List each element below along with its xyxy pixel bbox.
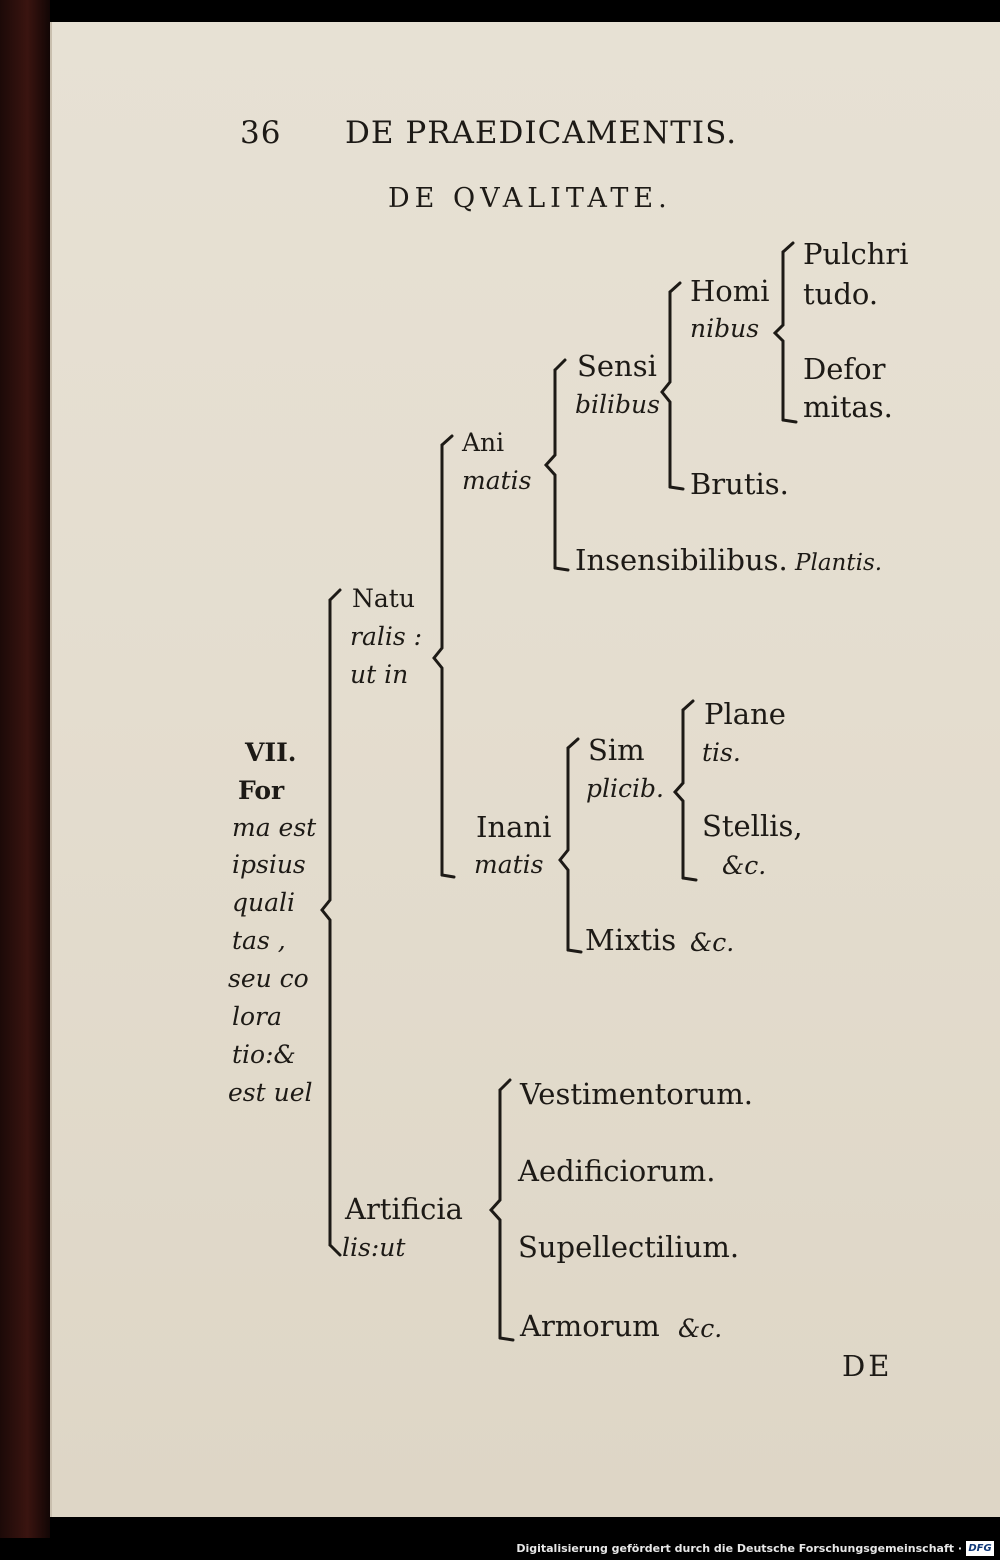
naturalis-brace [434, 445, 442, 875]
animatis-line-2: matis [462, 466, 532, 495]
root-brace [322, 600, 330, 1245]
root-line-1: VII. [245, 738, 297, 767]
aedificiorum-label: Aedificiorum. [518, 1154, 716, 1188]
hominibus-line-1: Homi [690, 274, 770, 308]
root-line-10: est uel [228, 1078, 313, 1107]
page-number: 36 [240, 115, 282, 151]
brutis-label: Brutis. [690, 467, 789, 501]
section-title: DE QVALITATE. [388, 183, 672, 214]
deformitas-line-2: mitas. [803, 390, 893, 424]
animatis-brace [546, 370, 555, 568]
artificialis-brace [491, 1090, 500, 1338]
footer-bar [0, 1538, 1000, 1560]
plantis-label: Plantis. [795, 550, 883, 576]
pulchritudo-line-1: Pulchri [803, 237, 909, 271]
catchword: DE [842, 1349, 893, 1383]
sensibilibus-line-2: bilibus [575, 390, 660, 419]
sensibilibus-brace [662, 292, 670, 487]
running-head: DE PRAEDICAMENTIS. [345, 115, 738, 151]
naturalis-line-1: Natu [352, 584, 415, 613]
inanimatis-brace [560, 748, 568, 950]
planetis-line-1: Plane [704, 697, 786, 731]
planetis-line-2: tis. [702, 738, 741, 767]
root-line-9: tio:& [232, 1040, 296, 1069]
dfg-logo-icon: DFG [966, 1541, 994, 1556]
vestimentorum-label: Vestimentorum. [520, 1077, 753, 1111]
supellectilium-label: Supellectilium. [518, 1230, 740, 1264]
artificialis-line-2: lis:ut [342, 1233, 406, 1262]
mixtis-label: Mixtis [585, 923, 677, 957]
simplicibus-line-1: Sim [588, 733, 645, 767]
artificialis-line-1: Artificia [345, 1192, 463, 1226]
inanimatis-line-1: Inani [476, 810, 552, 844]
animatis-line-1: Ani [462, 428, 505, 457]
sensibilibus-line-1: Sensi [577, 349, 657, 383]
simplicibus-line-2: plicib. [586, 774, 664, 803]
root-line-5: quali [232, 888, 296, 917]
naturalis-line-2: ralis : [350, 622, 423, 651]
inanimatis-line-2: matis [474, 850, 544, 879]
mixtis-etc: &c. [690, 928, 735, 957]
hominibus-line-2: nibus [690, 314, 760, 343]
root-line-8: lora [232, 1002, 282, 1031]
simplicibus-brace [675, 710, 683, 878]
footer-credit: Digitalisierung gefördert durch die Deutsche Forschungsgemeinschaft · [516, 1542, 962, 1555]
root-line-2: For [238, 776, 285, 805]
root-line-6: tas , [232, 926, 286, 955]
pulchritudo-line-2: tudo. [803, 277, 879, 311]
armorum-label: Armorum [520, 1309, 660, 1343]
hominibus-brace [775, 252, 783, 420]
stellis-line-1: Stellis, [702, 809, 803, 843]
naturalis-line-3: ut in [350, 660, 409, 689]
root-line-3: ma est [232, 813, 317, 842]
root-line-4: ipsius [232, 850, 306, 879]
insensibilibus-label: Insensibilibus. [575, 543, 788, 577]
deformitas-line-1: Defor [803, 352, 886, 386]
armorum-etc: &c. [678, 1314, 723, 1343]
root-line-7: seu co [228, 964, 309, 993]
stellis-line-2: &c. [722, 851, 767, 880]
